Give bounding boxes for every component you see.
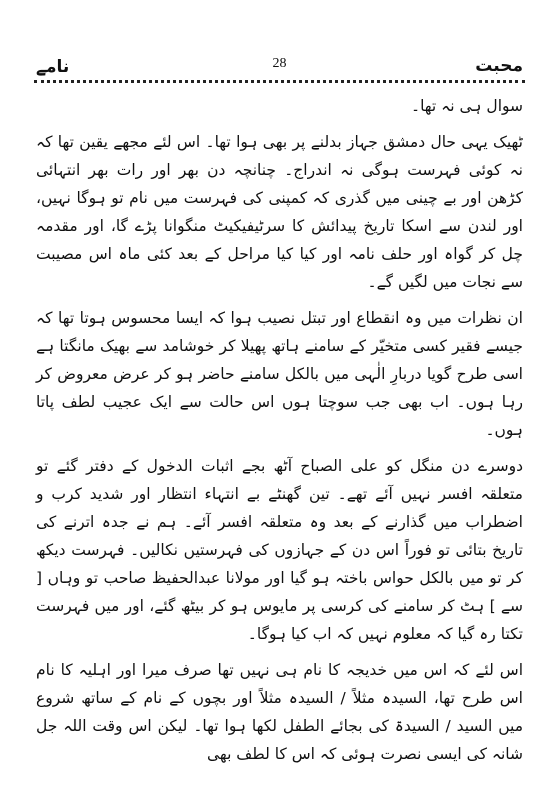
page-header [30,56,529,78]
paragraph-5: اس لئے کہ اس میں خدیجہ کا نام ہی نہیں تھا صرف میرا اور اہلیہ کا نام اس طرح تھا، السیدہ مثلاً / السیدہ مثلاً اور بچوں کے نام کے ساتھ شروع میں السید / السیدۃ کی بجائے الطفل لکھا ہوا تھا۔ لیکن اس وقت اللہ جل شانہ کی ایسی نصرت ہوئی کہ اس کا لطف بھی [36,661,523,763]
paragraph-3: ان نظرات میں وہ انقطاع اور تبتل نصیب ہوا کہ ایسا محسوس ہوتا تھا کہ جیسے فقیر کسی متخیّر کے سامنے ہاتھ پھیلا کر خوشامد سے بھیک مانگتا ہے اسی طرح گویا دربارِ الٰہی میں بالکل سامنے حاضر ہو کر عرض معروض کر رہا ہوں۔ اب بھی جب سوچتا ہوں اس حالت سے ایک عجیب لطف پاتا ہوں۔ [36,309,523,439]
header-divider [34,80,525,83]
page-number: 28 [272,56,287,71]
paragraph-4: دوسرے دن منگل کو علی الصباح آٹھ بجے اثبات الدخول کے دفتر گئے تو متعلقہ افسر نہیں آئے تھے۔ تین گھنٹے بے انتہاء انتظار اور شدید کرب و اضطراب میں گذارنے کے بعد وہ متعلقہ افسر آئے۔ ہم نے جدہ اترنے کی تاریخ بتائی تو فوراً اس دن کے جہازوں کی فہرستیں نکالیں۔ فہرست دیکھ کر تو میں بالکل حواس باختہ ہو گیا اور مولانا عبدالحفیظ صاحب تو وہاں [ سے ] ہٹ کر سامنے کی کرسی پر مایوس ہو کر بیٹھ گئے، اور میں فہرست تکتا رہ گیا کہ معلوم نہیں کہ اب کیا ہوگا۔ [36,457,523,643]
paragraph-2: ٹھیک یہی حال دمشق جہاز بدلنے پر بھی ہوا تھا۔ اس لئے مجھے یقین تھا کہ نہ کوئی فہرست ہوگی نہ اندراج۔ چنانچہ دن بھر اور رات بھر انتہائی کڑھن اور بے چینی میں گذری کہ کمپنی کی فہرست میں نام تو ہوگا نہیں، اور لندن سے اسکا تاریخ پیدائش کا سرٹیفیکیٹ منگوانا پڑے گا، اور مقدمہ چل کر گواہ اور حلف نامہ اور کیا کیا مراحل کے بعد کئی ماہ اس مصیبت سے نجات میں لگیں گے۔ [36,133,523,291]
page-body [36,92,523,776]
running-title-left: نامے [36,57,70,77]
running-title-right: محبت [475,56,523,76]
paragraph-1: سوال ہی نہ تھا۔ [410,97,523,115]
